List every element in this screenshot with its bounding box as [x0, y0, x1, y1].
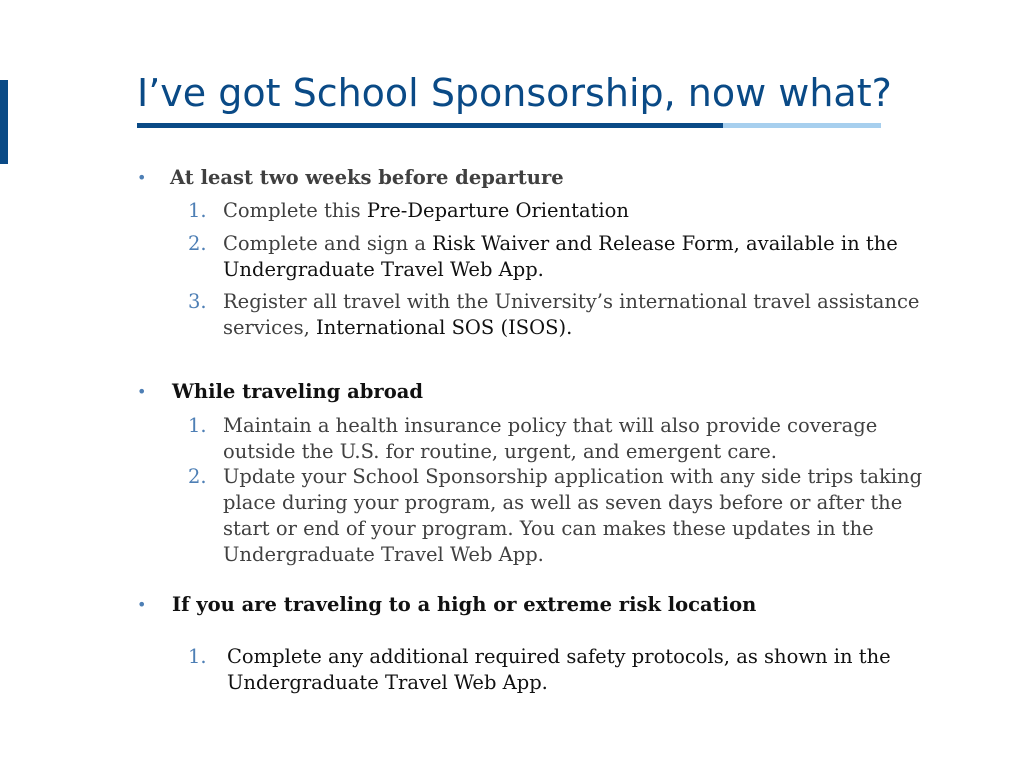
list-item: Complete any additional required safety protocols, as shown in the Undergraduate Travel Web App. — [227, 645, 891, 694]
list-item: Update your School Sponsorship application with any side trips taking place during your program, as well as seven days before or after the start or end of your program. You can makes these updates in the Undergraduate Travel Web App. — [223, 465, 923, 566]
side-accent-bar — [0, 80, 8, 164]
isos-link[interactable]: International SOS (ISOS). — [316, 316, 573, 339]
list-item — [223, 231, 923, 283]
list-number: 3. — [188, 290, 207, 313]
slide-title: I’ve got School Sponsorship, now what? — [137, 71, 892, 115]
bullet-icon: • — [137, 168, 147, 187]
bullet-icon: • — [137, 595, 147, 614]
list-item — [223, 289, 923, 341]
bullet-icon: • — [137, 382, 147, 401]
list-number: 2. — [188, 465, 207, 488]
list-number: 2. — [188, 232, 207, 255]
title-underline-light — [723, 123, 881, 128]
title-underline-dark — [137, 123, 723, 128]
section-heading-high-risk: If you are traveling to a high or extreme risk location — [172, 593, 757, 616]
list-number: 1. — [188, 414, 207, 437]
section-heading-while-traveling: While traveling abroad — [172, 380, 423, 403]
pre-departure-orientation-link[interactable]: Pre-Departure Orientation — [366, 199, 629, 222]
list-item — [223, 198, 923, 224]
list-number: 1. — [188, 645, 207, 668]
list-number: 1. — [188, 199, 207, 222]
section-heading-before-departure: At least two weeks before departure — [170, 166, 564, 189]
risk-waiver-link[interactable]: Risk Waiver and Release Form, available in the Undergraduate Travel Web App. — [223, 232, 898, 281]
item-text: Register all travel with the University’s international travel assistance services, — [223, 290, 920, 339]
item-text: Complete this — [223, 199, 367, 222]
list-item: Maintain a health insurance policy that will also provide coverage outside the U.S. for routine, urgent, and emergent care. — [223, 414, 878, 463]
item-text: Complete and sign a — [223, 232, 433, 255]
